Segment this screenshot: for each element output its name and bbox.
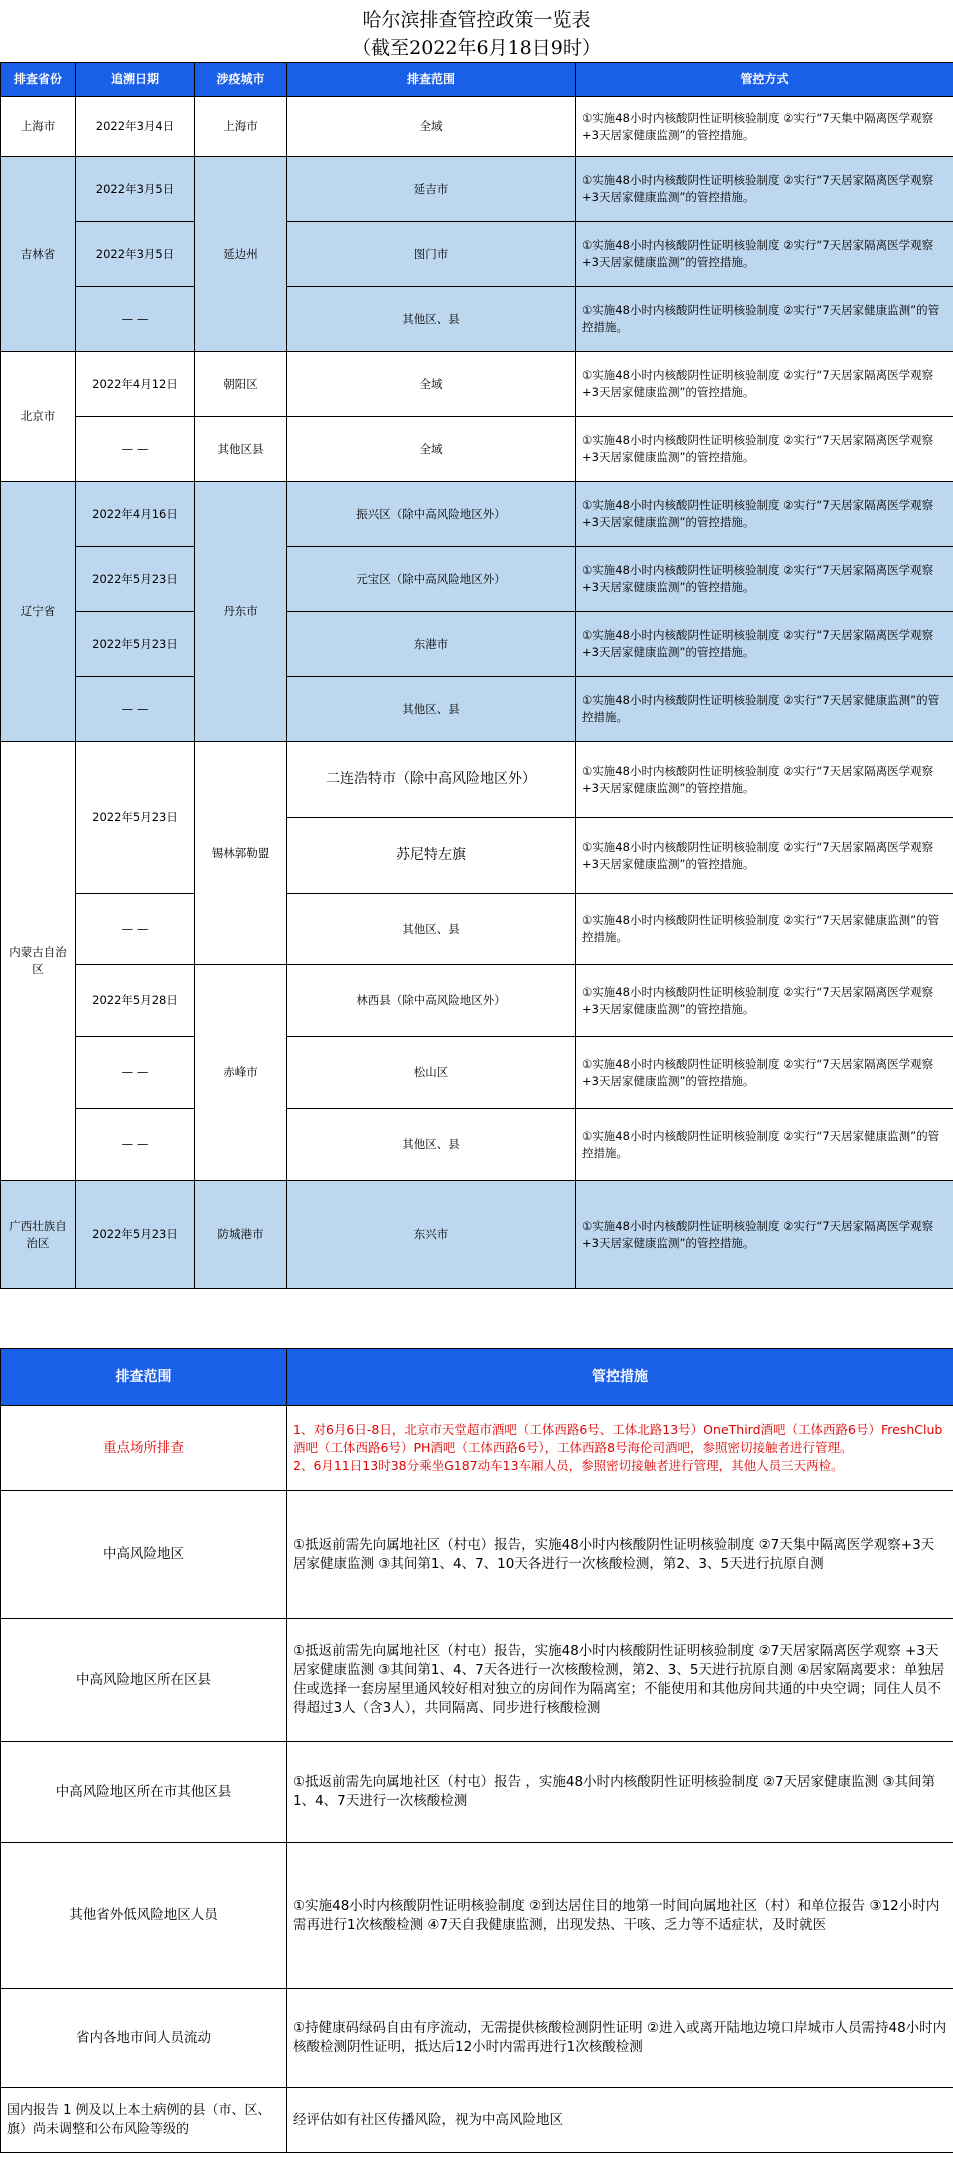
measure-cell: ①实施48小时内核酸阴性证明核验制度 ②实行“7天集中隔离医学观察+3天居家健康监测”的管控措施。 xyxy=(576,97,953,157)
scope-cell: 东港市 xyxy=(287,612,576,677)
province-cell: 北京市 xyxy=(1,352,76,482)
measure-cell: ①实施48小时内核酸阴性证明核验制度 ②实行“7天居家隔离医学观察+3天居家健康监测”的管控措施。 xyxy=(576,222,953,287)
table-header-row xyxy=(1,63,953,97)
province-cell: 上海市 xyxy=(1,97,76,157)
scope-cell: 其他区、县 xyxy=(287,677,576,742)
scope-cell: 中高风险地区 xyxy=(1,1491,287,1619)
city-cell: 其他区县 xyxy=(195,417,287,482)
date-cell: 2022年5月23日 xyxy=(76,612,195,677)
date-cell: — — xyxy=(76,417,195,482)
scope-cell: 元宝区（除中高风险地区外） xyxy=(287,547,576,612)
scope-cell: 全域 xyxy=(287,352,576,417)
measure-cell: ①抵返前需先向属地社区（村屯）报告 ，实施48小时内核酸阴性证明核验制度 ②7天居家健康监测 ③其间第1、4、7天进行一次核酸检测 xyxy=(287,1742,953,1843)
header-city: 涉疫城市 xyxy=(195,63,287,97)
date-cell: 2022年3月5日 xyxy=(76,222,195,287)
date-cell: 2022年5月28日 xyxy=(76,965,195,1037)
measure-cell: ①抵返前需先向属地社区（村屯）报告，实施48小时内核酸阴性证明核验制度 ②7天集中隔离医学观察+3天居家健康监测 ③其间第1、4、7、10天各进行一次核酸检测，第2、3、5天进行抗原自测 xyxy=(287,1491,953,1619)
measure-cell: ①实施48小时内核酸阴性证明核验制度 ②实行“7天居家隔离医学观察+3天居家健康监测”的管控措施。 xyxy=(576,818,953,894)
table-row xyxy=(1,2088,953,2153)
measure-cell: ①实施48小时内核酸阴性证明核验制度 ②实行“7天居家隔离医学观察+3天居家健康监测”的管控措施。 xyxy=(576,742,953,818)
scope-cell: 中高风险地区所在区县 xyxy=(1,1619,287,1742)
table-row xyxy=(1,1742,953,1843)
city-cell: 锡林郭勒盟 xyxy=(195,742,287,965)
measure-cell: ①实施48小时内核酸阴性证明核验制度 ②到达居住目的地第一时间向属地社区（村）和单位报告 ③12小时内需再进行1次核酸检测 ④7天自我健康监测，出现发热、干咳、乏力等不适症状，及时就医 xyxy=(287,1843,953,1989)
table-row xyxy=(1,894,953,965)
table-row xyxy=(1,352,953,417)
measure-cell: ①实施48小时内核酸阴性证明核验制度 ②实行“7天居家隔离医学观察+3天居家健康监测”的管控措施。 xyxy=(576,157,953,222)
header-measure: 管控措施 xyxy=(287,1349,953,1406)
city-cell: 防城港市 xyxy=(195,1181,287,1289)
table-row xyxy=(1,1181,953,1289)
policy-table-2 xyxy=(0,1348,953,2153)
province-cell: 广西壮族自治区 xyxy=(1,1181,76,1289)
header-scope: 排查范围 xyxy=(1,1349,287,1406)
scope-cell: 重点场所排查 xyxy=(1,1406,287,1491)
table-row xyxy=(1,157,953,222)
scope-cell: 其他区、县 xyxy=(287,287,576,352)
measure-cell: ①实施48小时内核酸阴性证明核验制度 ②实行“7天居家隔离医学观察+3天居家健康监测”的管控措施。 xyxy=(576,352,953,417)
table-row xyxy=(1,97,953,157)
scope-cell: 二连浩特市（除中高风险地区外） xyxy=(287,742,576,818)
table-row xyxy=(1,547,953,612)
measure-cell: ①持健康码绿码自由有序流动，无需提供核酸检测阴性证明 ②进入或离开陆地边境口岸城市人员需持48小时内核酸检测阴性证明，抵达后12小时内需再进行1次核酸检测 xyxy=(287,1989,953,2088)
scope-cell: 其他区、县 xyxy=(287,894,576,965)
table-row xyxy=(1,1037,953,1109)
city-cell: 延边州 xyxy=(195,157,287,352)
measure-item: 1、对6月6日-8日，北京市天堂超市酒吧（工体西路6号、工体北路13号）OneThird酒吧（工体西路6号）FreshClub酒吧（工体西路6号）PH酒吧（工体西路6号），工体西路8号海伦司酒吧，参照密切接触者进行管理。 xyxy=(293,1422,943,1455)
city-cell: 朝阳区 xyxy=(195,352,287,417)
table-row xyxy=(1,222,953,287)
scope-cell: 东兴市 xyxy=(287,1181,576,1289)
province-cell: 内蒙古自治区 xyxy=(1,742,76,1181)
date-cell: 2022年4月12日 xyxy=(76,352,195,417)
city-cell: 赤峰市 xyxy=(195,965,287,1181)
page-subtitle: （截至2022年6月18日9时） xyxy=(352,37,601,59)
province-cell: 吉林省 xyxy=(1,157,76,352)
table-row xyxy=(1,965,953,1037)
table-row xyxy=(1,1406,953,1491)
province-cell: 辽宁省 xyxy=(1,482,76,742)
scope-cell: 松山区 xyxy=(287,1037,576,1109)
table-row xyxy=(1,612,953,677)
city-cell: 上海市 xyxy=(195,97,287,157)
table-row xyxy=(1,1491,953,1619)
header-scope: 排查范围 xyxy=(287,63,576,97)
measure-cell: ①实施48小时内核酸阴性证明核验制度 ②实行“7天居家隔离医学观察+3天居家健康监测”的管控措施。 xyxy=(576,547,953,612)
scope-cell: 林西县（除中高风险地区外） xyxy=(287,965,576,1037)
scope-cell: 中高风险地区所在市其他区县 xyxy=(1,1742,287,1843)
measure-cell: ①实施48小时内核酸阴性证明核验制度 ②实行“7天居家健康监测”的管控措施。 xyxy=(576,287,953,352)
scope-cell: 全域 xyxy=(287,417,576,482)
table-row xyxy=(1,417,953,482)
measure-cell xyxy=(287,1406,953,1491)
scope-cell: 图门市 xyxy=(287,222,576,287)
date-cell: 2022年5月23日 xyxy=(76,547,195,612)
table-row xyxy=(1,1843,953,1989)
scope-cell: 省内各地市间人员流动 xyxy=(1,1989,287,2088)
table-row xyxy=(1,482,953,547)
scope-cell: 其他省外低风险地区人员 xyxy=(1,1843,287,1989)
table-row xyxy=(1,1109,953,1181)
scope-cell: 全域 xyxy=(287,97,576,157)
date-cell: 2022年5月23日 xyxy=(76,1181,195,1289)
scope-cell: 其他区、县 xyxy=(287,1109,576,1181)
header-province: 排查省份 xyxy=(1,63,76,97)
date-cell: 2022年5月23日 xyxy=(76,742,195,894)
date-cell: 2022年4月16日 xyxy=(76,482,195,547)
scope-cell: 延吉市 xyxy=(287,157,576,222)
date-cell: — — xyxy=(76,894,195,965)
header-date: 追溯日期 xyxy=(76,63,195,97)
measure-cell: ①实施48小时内核酸阴性证明核验制度 ②实行“7天居家隔离医学观察+3天居家健康监测”的管控措施。 xyxy=(576,1037,953,1109)
policy-table-1 xyxy=(0,62,953,1289)
date-cell: — — xyxy=(76,1037,195,1109)
table-row xyxy=(1,677,953,742)
scope-cell: 振兴区（除中高风险地区外） xyxy=(287,482,576,547)
date-cell: — — xyxy=(76,1109,195,1181)
table-row xyxy=(1,1619,953,1742)
measure-cell: ①实施48小时内核酸阴性证明核验制度 ②实行“7天居家隔离医学观察+3天居家健康监测”的管控措施。 xyxy=(576,965,953,1037)
table-header-row xyxy=(1,1349,953,1406)
scope-cell: 苏尼特左旗 xyxy=(287,818,576,894)
measure-cell: ①实施48小时内核酸阴性证明核验制度 ②实行“7天居家健康监测”的管控措施。 xyxy=(576,1109,953,1181)
date-cell: 2022年3月4日 xyxy=(76,97,195,157)
measure-cell: ①实施48小时内核酸阴性证明核验制度 ②实行“7天居家隔离医学观察+3天居家健康监测”的管控措施。 xyxy=(576,482,953,547)
date-cell: 2022年3月5日 xyxy=(76,157,195,222)
table-row xyxy=(1,742,953,818)
table-row xyxy=(1,287,953,352)
page-title: 哈尔滨排查管控政策一览表 xyxy=(362,9,591,31)
measure-cell: ①实施48小时内核酸阴性证明核验制度 ②实行“7天居家隔离医学观察+3天居家健康监测”的管控措施。 xyxy=(576,417,953,482)
measure-cell: ①实施48小时内核酸阴性证明核验制度 ②实行“7天居家隔离医学观察+3天居家健康监测”的管控措施。 xyxy=(576,1181,953,1289)
measure-item: 2、6月11日13时38分乘坐G187动车13车厢人员，参照密切接触者进行管理，其他人员三天两检。 xyxy=(293,1458,844,1473)
measure-cell: ①实施48小时内核酸阴性证明核验制度 ②实行“7天居家健康监测”的管控措施。 xyxy=(576,894,953,965)
measure-cell: ①实施48小时内核酸阴性证明核验制度 ②实行“7天居家隔离医学观察+3天居家健康监测”的管控措施。 xyxy=(576,612,953,677)
city-cell: 丹东市 xyxy=(195,482,287,742)
header-measure: 管控方式 xyxy=(576,63,953,97)
table-row xyxy=(1,1989,953,2088)
measure-cell: ①实施48小时内核酸阴性证明核验制度 ②实行“7天居家健康监测”的管控措施。 xyxy=(576,677,953,742)
date-cell: — — xyxy=(76,287,195,352)
measure-cell: 经评估如有社区传播风险，视为中高风险地区 xyxy=(287,2088,953,2153)
date-cell: — — xyxy=(76,677,195,742)
measure-cell: ①抵返前需先向属地社区（村屯）报告，实施48小时内核酸阴性证明核验制度 ②7天居家隔离医学观察 +3天居家健康监测 ③其间第1、4、7天各进行一次核酸检测，第2、3、5天进行抗原自测 ④居家隔离要求：单独居住或选择一套房屋里通风较好相对独立的房间作为隔离室；不能使用和其他房间共通的中央空调；同住人员不得超过3人（含3人），共同隔离、同步进行核酸检测 xyxy=(287,1619,953,1742)
scope-cell: 国内报告 1 例及以上本土病例的县（市、区、旗）尚未调整和公布风险等级的 xyxy=(1,2088,287,2153)
